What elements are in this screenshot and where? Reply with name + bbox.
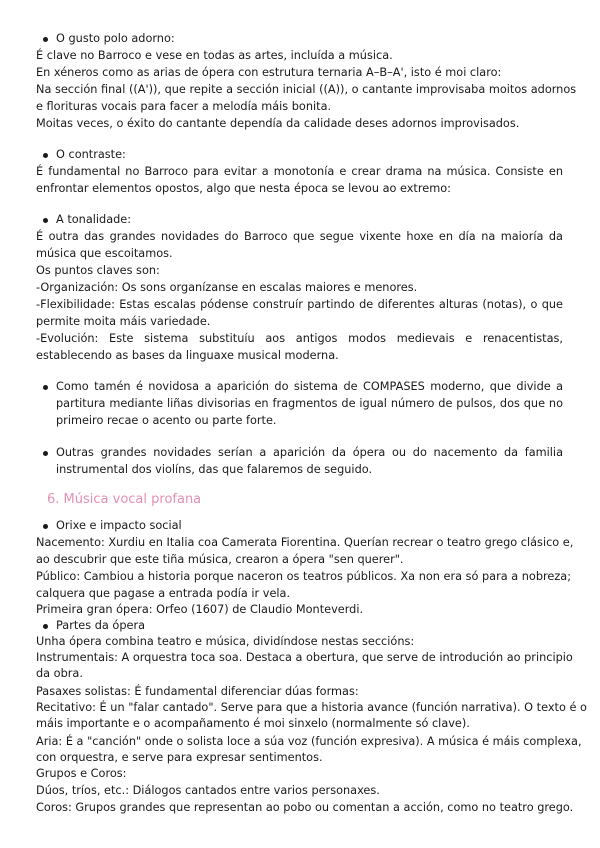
bullet-title-orixe: Orixe e impacto social bbox=[56, 519, 182, 532]
paragraph-line: instrumental dos violíns, das que falaremos de seguido. bbox=[56, 463, 373, 476]
bullet-title-partes: Partes da ópera bbox=[56, 619, 146, 632]
paragraph-line: Grupos e Coros: bbox=[36, 767, 127, 780]
bullet-icon bbox=[43, 524, 48, 529]
paragraph-line: Público: Cambiou a historia porque naceron os teatros públicos. Xa non era só para a nobreza; bbox=[36, 570, 572, 583]
paragraph-line: enfrontar elementos opostos, algo que nesta época se levou ao extremo: bbox=[36, 182, 451, 195]
paragraph-line: Primeira gran ópera: Orfeo (1607) de Claudio Monteverdi. bbox=[36, 603, 364, 616]
bullet-title-adorno: O gusto polo adorno: bbox=[56, 32, 175, 45]
paragraph-line: Instrumentais: A orquestra toca soa. Destaca a obertura, que serve de introdución ao principio bbox=[36, 651, 573, 664]
bullet-icon bbox=[43, 624, 48, 629]
section-number: 6. bbox=[47, 492, 60, 507]
paragraph-line: -Organización: Os sons organízanse en escalas maiores e menores. bbox=[36, 281, 418, 294]
section-title: Música vocal profana bbox=[63, 492, 202, 507]
paragraph-line: Pasaxes solistas: É fundamental diferenciar dúas formas: bbox=[36, 685, 359, 698]
paragraph-line: Como tamén é novidosa a aparición do sistema de COMPASES moderno, que divide a bbox=[56, 380, 563, 393]
paragraph-line: Dúos, tríos, etc.: Diálogos cantados entre varios personaxes. bbox=[36, 784, 380, 797]
paragraph-line: É outra das grandes novidades do Barroco que segue vixente hoxe en día na maioría da bbox=[36, 230, 563, 243]
paragraph-line: primeiro recae o acento ou parte forte. bbox=[56, 414, 277, 427]
paragraph-line: e florituras vocais para facer a melodía máis bonita. bbox=[36, 100, 332, 113]
paragraph-line: Outras grandes novidades serían a aparición da ópera ou do nacemento da familia bbox=[56, 446, 563, 459]
paragraph-line: Unha ópera combina teatro e música, dividíndose nestas seccións: bbox=[36, 635, 415, 648]
paragraph-line: da obra. bbox=[36, 667, 83, 680]
paragraph-line: permite moita máis variedade. bbox=[36, 315, 211, 328]
paragraph-line: Na sección final ((A')), que repite a sección inicial ((A)), o cantante improvisaba moitos adornos bbox=[36, 83, 577, 96]
paragraph-line: música que escoitamos. bbox=[36, 247, 173, 260]
paragraph-line: máis importante e o acompañamento é moi sinxelo (normalmente só clave). bbox=[36, 717, 470, 730]
paragraph-line: -Evolución: Este sistema substituíu aos antigos modos medievais e renacentistas, bbox=[36, 332, 563, 345]
paragraph-line: -Flexibilidade: Estas escalas pódense construír partindo de diferentes alturas (notas), o que bbox=[36, 298, 563, 311]
section-heading bbox=[47, 491, 201, 509]
bullet-icon bbox=[43, 153, 48, 158]
bullet-icon bbox=[43, 451, 48, 456]
paragraph-line: É clave no Barroco e vese en todas as artes, incluída a música. bbox=[36, 49, 393, 62]
bullet-icon bbox=[43, 385, 48, 390]
paragraph-line: Coros: Grupos grandes que representan ao pobo ou comentan a acción, como no teatro grego. bbox=[36, 801, 574, 814]
paragraph-line: Moitas veces, o éxito do cantante dependía da calidade deses adornos improvisados. bbox=[36, 117, 520, 130]
paragraph-line: calquera que pagase a entrada podía ir vela. bbox=[36, 587, 291, 600]
paragraph-line: Recitativo: É un "falar cantado". Serve para que a historia avance (función narrativa). O texto é o bbox=[36, 701, 587, 714]
paragraph-line: En xéneros como as arias de ópera con estrutura ternaria A–B–A', isto é moi claro: bbox=[36, 66, 502, 79]
paragraph-line: establecendo as bases da linguaxe musical moderna. bbox=[36, 349, 339, 362]
paragraph-line: Os puntos claves son: bbox=[36, 264, 160, 277]
paragraph-line: con orquestra, e serve para expresar sentimentos. bbox=[36, 751, 323, 764]
paragraph-line: partitura mediante liñas divisorias en fragmentos de igual número de pulsos, dos que no bbox=[56, 397, 563, 410]
paragraph-line: ao descubrir que este tiña música, crearon a ópera "sen querer". bbox=[36, 553, 404, 566]
paragraph-line: Aria: É a "canción" onde o solista loce a súa voz (función expresiva). A música é máis complexa, bbox=[36, 735, 582, 748]
bullet-title-tonalidade: A tonalidade: bbox=[56, 213, 132, 226]
bullet-title-contraste: O contraste: bbox=[56, 148, 126, 161]
bullet-icon bbox=[43, 218, 48, 223]
bullet-icon bbox=[43, 37, 48, 42]
paragraph-line: É fundamental no Barroco para evitar a monotonía e crear drama na música. Consiste en bbox=[36, 165, 563, 178]
paragraph-line: Nacemento: Xurdiu en Italia coa Camerata Fiorentina. Querían recrear o teatro grego clásico e, bbox=[36, 536, 574, 549]
